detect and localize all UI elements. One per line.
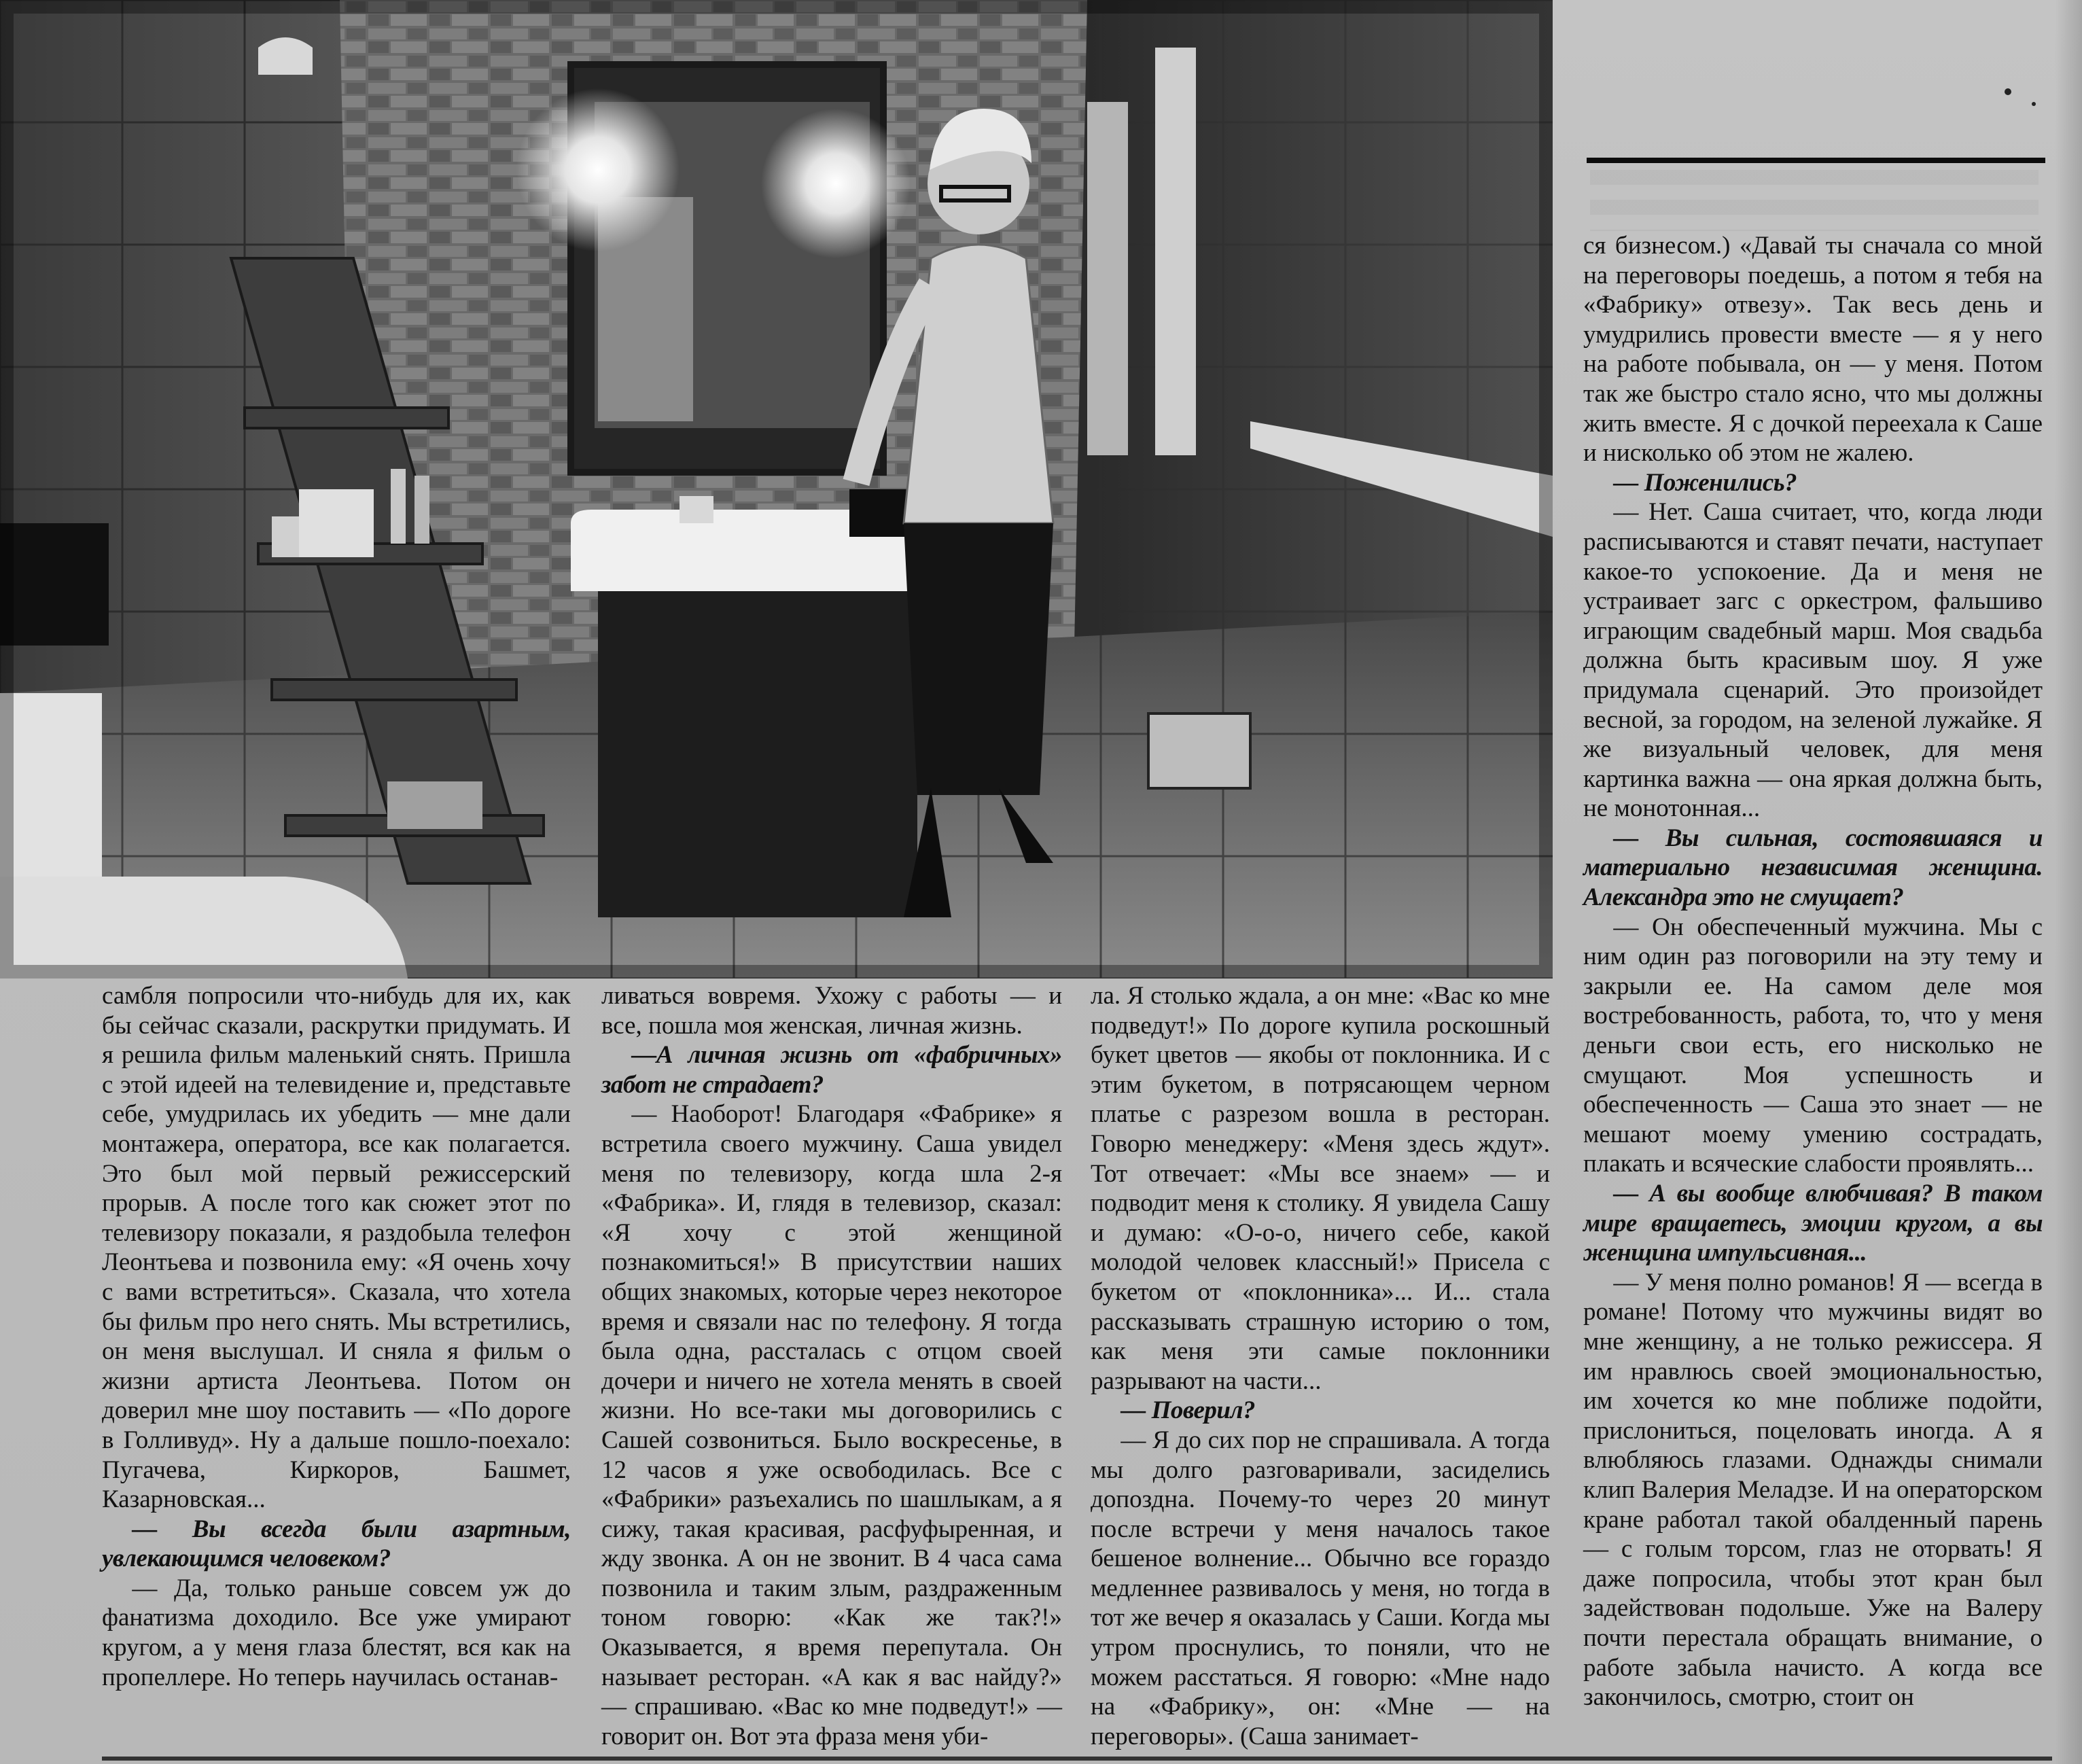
- paragraph: самбля попросили что-нибудь для их, как бы сейчас сказали, раскрутки придумать. И я решила фильм маленький снять. Пришла с этой идеей на телевидение и, представьте себе, умудрилась их убедить — мне дали монтажера, оператора, все как полагается. Это был мой первый режиссерский прорыв. А после того как сюжет этот по телевизору показали, я раздобыла телефон Леонтьева и позвонила ему: «Я очень хочу с вами встретиться». Сказала, что хотела бы фильм про него снять. Мы встретились, он меня выслушал. И сняла я фильм о жизни артиста Леонтьева. Потом он доверил мне шоу поставить — «По дороге в Голливуд». Ну а дальше пошло-поехало: Пугачева, Киркоров, Башмет, Казарновская...: [102, 982, 571, 1514]
- article-column-right: [1583, 231, 2043, 1712]
- article-column-1: [102, 981, 571, 1692]
- paragraph: — У меня полно романов! Я — всегда в романе! Потому что мужчины видят во мне женщину, а не только режиссера. Я им нравлюсь своей эмоциональностью, им хочется ко мне поближе подойти, прислониться, поцеловать иногда. А я влюбляюсь глазами. Однажды снимали клип Валерия Меладзе. И на операторском кране работал такой обалденный парень — с голым торсом, глаз не оторвать! Я даже попросила, чтобы этот кран был задействован подольше. Уже на Валеру почти перестала обращать внимание, о работе забыла начисто. А когда все закончилось, смотрю, стоит он: [1583, 1268, 2043, 1712]
- ink-speck: [2032, 102, 2036, 106]
- paragraph: — Я до сих пор не спрашивала. А тогда мы долго разговаривали, засиделись допоздна. Почему-то через 20 минут после встречи у меня началось такое бешеное волнение... Обычно все гораздо медленнее развивалось у меня, но тогда в тот же вечер я оказалась у Саши. Когда мы утром проснулись, то поняли, что не можем расстаться. Я говорю: «Мне надо на «Фабрику», он: «Мне — на переговоры». (Саша занимает-: [1091, 1426, 1550, 1750]
- paragraph: ся бизнесом.) «Давай ты сначала со мной на переговоры поедешь, а потом я тебя на «Фабрику» отвезу». Так весь день и умудрились провести вместе — я у него на работе побывала, он — у меня. Потом так же быстро стало ясно, что мы должны жить вместе. Я с дочкой переехала к Саше и нисколько об этом не жалею.: [1583, 232, 2043, 468]
- paragraph: — Да, только раньше совсем уж до фанатизма доходило. Все уже умирают кругом, а у меня глаза блестят, вся как на пропеллере. Но теперь научилась останав-: [102, 1574, 571, 1691]
- article-column-2: [601, 981, 1062, 1751]
- paragraph: — Наоборот! Благодаря «Фабрике» я встретила своего мужчину. Саша увидел меня по телевизору, когда шла 2-я «Фабрика». И, глядя в телевизор, сказал: «Я хочу с этой женщиной познакомиться!» В присутствии наших общих знакомых, которые через некоторое время и связали нас по телефону. Я тогда была одна, рассталась с отцом своей дочери и ничего не хотела менять в своей жизни. Но все-таки мы договорились с Сашей созвониться. Было воскресенье, в 12 часов я уже освободилась. Все с «Фабрики» разъехались по шашлыкам, а я сижу, такая красивая, расфуфыренная, и жду звонка. А он не звонит. В 4 часа сама позвонила и таким злым, раздраженным тоном говорю: «Как же так?!» Оказывается, я время перепутала. Он называет ресторан. «А как я вас найду?» — спрашиваю. «Вас ко мне подведут!» — говорит он. Вот эта фраза меня уби-: [601, 1100, 1062, 1750]
- paragraph: ливаться вовремя. Ухожу с работы — и все, пошла моя женская, личная жизнь.: [601, 982, 1062, 1040]
- page-bottom-rule: [102, 1757, 2052, 1761]
- interview-question: — Поверил?: [1121, 1396, 1255, 1425]
- page-edge-shadow: [2055, 0, 2082, 1764]
- paragraph: — Нет. Саша считает, что, когда люди расписываются и ставят печати, наступает какое-то успокоение. Да и меня не устраивает загс с оркестром, фальшиво играющим свадебный марш. Моя свадьба должна быть красивым шоу. Я уже придумала сценарий. Это произойдет весной, за городом, на зеленой лужайке. Я же визуальный человек, для меня картинка важна — она яркая должна быть, не монотонная...: [1583, 498, 2043, 823]
- bleed-through-texture: [1590, 170, 2039, 231]
- interview-question: — Вы сильная, состоявшаяся и материально независимая женщина. Александра это не смущает?: [1583, 824, 2043, 912]
- interview-question: — А вы вообще влюбчивая? В таком мире вращаетесь, эмоции кругом, а вы женщина импульсивная...: [1583, 1180, 2043, 1267]
- column-divider-rule: [1587, 158, 2045, 163]
- interview-question: — Вы всегда были азартным, увлекающимся человеком?: [102, 1515, 571, 1573]
- interview-question: — Поженились?: [1613, 468, 1797, 497]
- ink-speck: [2005, 88, 2011, 95]
- bathroom-photo: [0, 0, 1553, 978]
- article-column-3: [1091, 981, 1550, 1751]
- paragraph: ла. Я столько ждала, а он мне: «Вас ко мне подведут!» По дороге купила роскошный букет цветов — якобы от поклонника. И с этим букетом, в потрясающем черном платье с разрезом вошла в ресторан. Говорю менеджеру: «Меня здесь ждут». Тот отвечает: «Мы все знаем» — и подводит меня к столику. Я увидела Сашу и думаю: «О-о-о, ничего себе, какой молодой человек классный!» Присела с букетом от «поклонника»... И... стала рассказывать страшную историю о том, как меня эти самые поклонники разрывают на части...: [1091, 982, 1550, 1395]
- interview-question: —А личная жизнь от «фабричных» забот не страдает?: [601, 1041, 1062, 1099]
- paragraph: — Он обеспеченный мужчина. Мы с ним один раз поговорили на эту тему и закрыли ее. На самом деле моя востребованность, работа, то, что у меня деньги свои есть, его нисколько не смущают. Моя успешность и обеспеченность — Саша это знает — не мешают моему умению сострадать, плакать и всяческие слабости проявлять...: [1583, 913, 2043, 1178]
